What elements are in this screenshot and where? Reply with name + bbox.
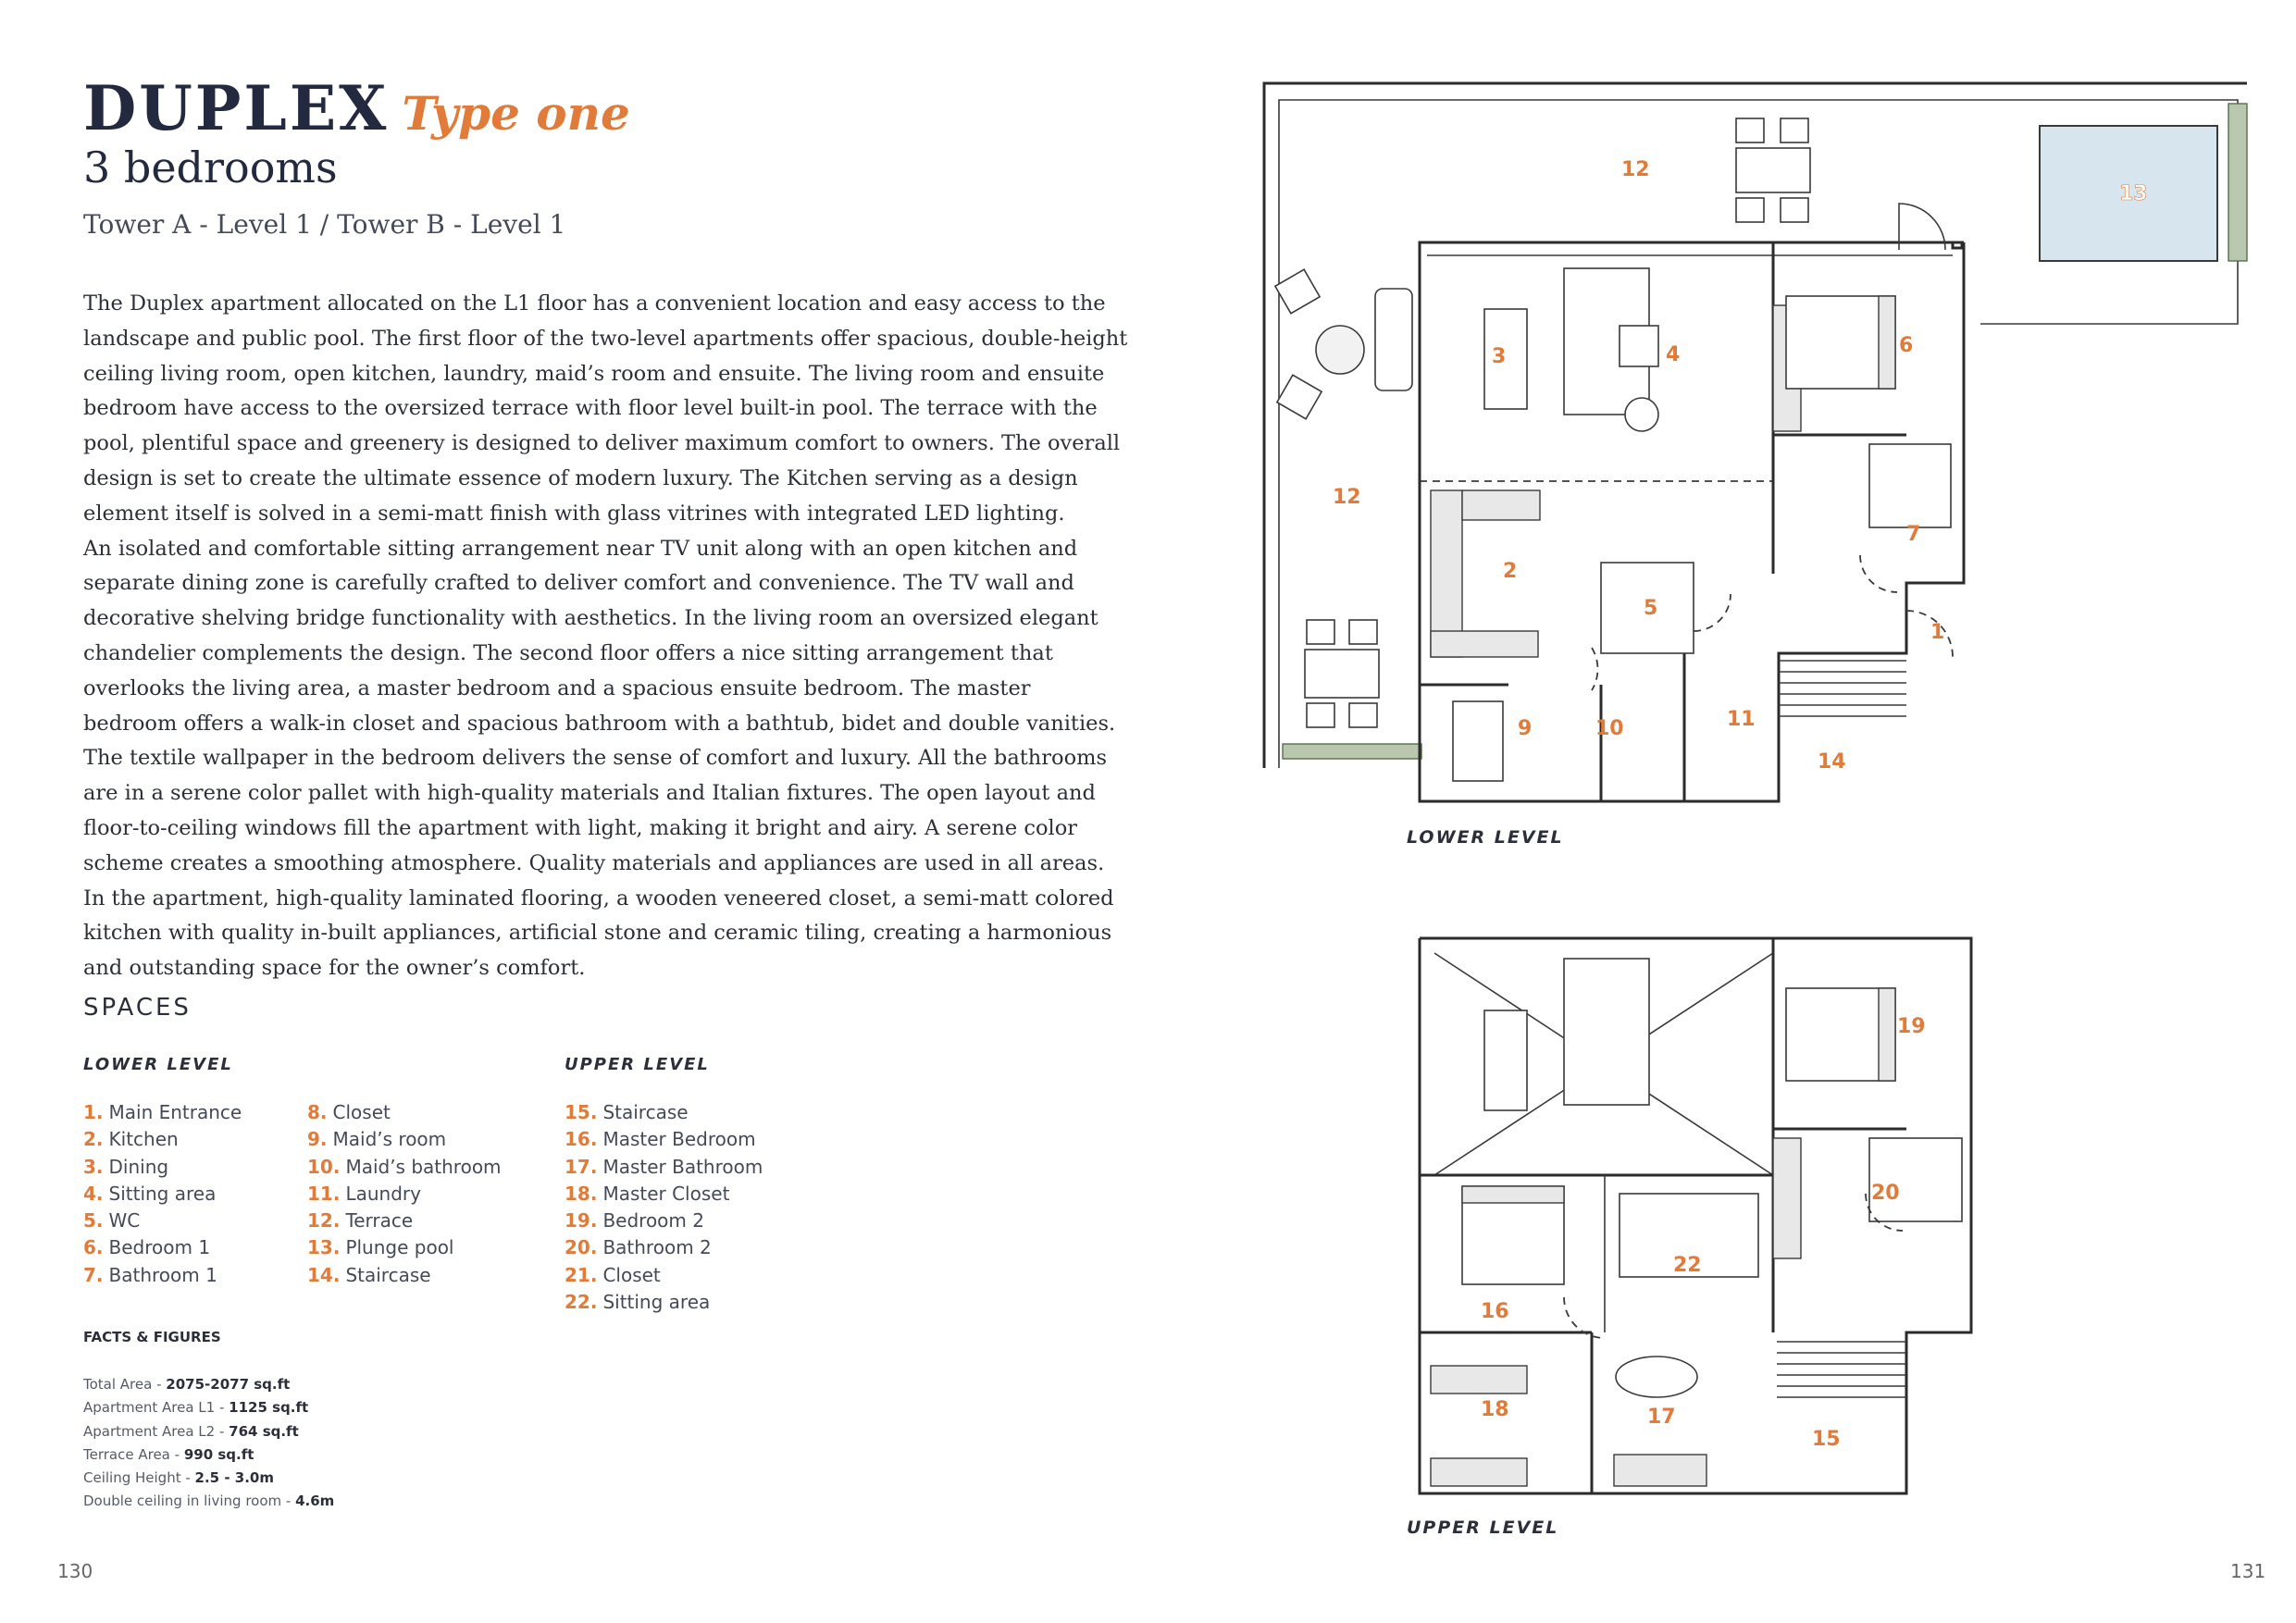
room-label: 22 <box>1673 1254 1702 1277</box>
upper-level-caption: UPPER LEVEL <box>1407 1518 1559 1538</box>
room-label: 13 <box>2119 182 2148 205</box>
bedrooms-subtitle: 3 bedrooms <box>83 142 338 192</box>
room-label: 17 <box>1647 1406 1676 1429</box>
list-item: 2. Kitchen <box>83 1128 179 1151</box>
room-label: 14 <box>1818 750 1846 774</box>
list-item: 8. Closet <box>307 1101 391 1123</box>
room-label: 16 <box>1481 1300 1509 1323</box>
list-item: 19. Bedroom 2 <box>565 1209 704 1233</box>
headboard <box>1879 296 1895 389</box>
list-item: 11. Laundry <box>307 1182 421 1205</box>
terrace-sofa <box>1375 289 1412 390</box>
greenery-strip <box>1283 744 1421 759</box>
bathroom-1 <box>1869 444 1951 527</box>
room-label: 20 <box>1871 1182 1900 1205</box>
chair <box>1781 118 1808 142</box>
list-item: 21. Closet <box>565 1263 661 1286</box>
chair <box>1736 198 1764 222</box>
chair <box>1736 118 1764 142</box>
page-number-right: 131 <box>2230 1560 2266 1582</box>
lounge-chair <box>1277 375 1322 418</box>
kitchen-counter <box>1431 631 1538 657</box>
room-label: 12 <box>1621 158 1650 181</box>
list-item: 1. Main Entrance <box>83 1101 242 1123</box>
sofa-below <box>1564 959 1649 1105</box>
list-item: 6. Bedroom 1 <box>83 1236 211 1259</box>
tower-location: Tower A - Level 1 / Tower B - Level 1 <box>83 209 566 240</box>
room-label: 10 <box>1595 717 1624 740</box>
door-swing <box>1860 555 1897 592</box>
kitchen-counter <box>1462 490 1540 520</box>
list-item: 20. Bathroom 2 <box>565 1236 712 1259</box>
list-item: 18. Master Closet <box>565 1182 730 1205</box>
list-item: 14. Staircase <box>307 1263 431 1286</box>
room-label: 3 <box>1492 345 1507 368</box>
lower-level-plan <box>1264 83 2247 801</box>
greenery-strip <box>2228 104 2247 261</box>
room-label: 11 <box>1727 708 1756 731</box>
list-item: 15. Staircase <box>565 1101 689 1123</box>
chair <box>1349 620 1377 644</box>
upper-level-plan <box>1420 938 1971 1493</box>
list-item: 22. Sitting area <box>565 1291 711 1314</box>
headboard <box>1879 988 1895 1081</box>
spaces-heading: SPACES <box>83 994 192 1022</box>
staircase-14 <box>1779 661 1906 716</box>
staircase-15 <box>1777 1342 1906 1397</box>
room-label: 1 <box>1930 621 1945 644</box>
list-item: 5. WC <box>83 1209 141 1233</box>
room-label: 18 <box>1481 1398 1509 1421</box>
room-label: 7 <box>1906 523 1921 546</box>
room-label: 2 <box>1503 560 1518 583</box>
terrace-table <box>1305 650 1379 698</box>
double-vanity <box>1614 1455 1706 1486</box>
armchair <box>1625 398 1658 431</box>
list-item: 12. Terrace <box>307 1209 414 1233</box>
lower-level-heading: LOWER LEVEL <box>83 1055 233 1074</box>
fact-item: Terrace Area - 990 sq.ft <box>83 1445 254 1463</box>
room-label: 6 <box>1899 334 1914 357</box>
room-label: 5 <box>1644 597 1658 620</box>
chair <box>1307 620 1334 644</box>
fact-item: Apartment Area L1 - 1125 sq.ft <box>83 1399 309 1417</box>
lower-level-caption: LOWER LEVEL <box>1407 827 1564 848</box>
dining-table-below <box>1484 1010 1527 1110</box>
page-title: DUPLEX <box>83 72 390 144</box>
headboard <box>1462 1186 1564 1203</box>
list-item: 10. Maid’s bathroom <box>307 1155 502 1178</box>
door-swing <box>1592 648 1597 690</box>
list-item: 4. Sitting area <box>83 1182 217 1205</box>
chair <box>1781 198 1808 222</box>
apartment-type: Type one <box>402 86 630 141</box>
master-closet <box>1431 1458 1527 1486</box>
fact-item: Total Area - 2075-2077 sq.ft <box>83 1376 291 1393</box>
description-text: The Duplex apartment allocated on the L1 floor has a convenient location and easy access to the landscape and public pool. The first floor of the two-level apartments offer spacious, double-height ceiling living room, open kitchen, laundry, maid’s room and ensuite. The living room and ensuite bedroom have access to the oversized terrace with floor level built-in pool. The terrace with the pool, plentiful space and greenery is designed to deliver maximum comfort to owners. The overall design is set to create the ultimate essence of modern luxury. The Kitchen serving as a design element itself is solved in a semi-matt finish with glass vitrines with integrated LED lighting. An isolated and comfortable sitting arrangement near TV unit along with an open kitchen and separate dining zone is carefully crafted to deliver comfort and convenience. The TV wall and decorative shelving bridge functionality with aesthetics. In the living room an oversized elegant chandelier complements the design. The second floor offers a nice sitting arrangement that overlooks the living area, a master bedroom and a spacious ensuite bedroom. The master bedroom offers a walk-in closet and spacious bathroom with a bathtub, bidet and double vanities. The textile wallpaper in the bedroom delivers the sense of comfort and luxury. All the bathrooms are in a serene color pallet with high-quality materials and Italian fixtures. The open layout and floor-to-ceiling windows fill the apartment with light, making it bright and airy. A serene color scheme creates a smoothing atmosphere. Quality materials and appliances are used in all areas. In the apartment, high-quality laminated flooring, a wooden veneered closet, a semi-matt colored kitchen with quality in-built appliances, artificial stone and ceramic tiling, creating a harmonious and outstanding space for the owner’s comfort. <box>83 291 1128 981</box>
door-swing <box>1694 594 1731 631</box>
coffee-table <box>1620 326 1658 366</box>
maid-bed <box>1453 701 1503 781</box>
room-label: 15 <box>1812 1428 1841 1451</box>
list-item: 13. Plunge pool <box>307 1236 454 1259</box>
room-label: 4 <box>1666 343 1681 366</box>
bathtub <box>1616 1357 1697 1397</box>
master-closet <box>1431 1366 1527 1394</box>
fact-item: Ceiling Height - 2.5 - 3.0m <box>83 1469 274 1487</box>
room-label: 9 <box>1518 717 1533 740</box>
chair <box>1307 703 1334 727</box>
room-label: 12 <box>1333 486 1361 509</box>
closet-21 <box>1773 1138 1801 1258</box>
side-table <box>1316 326 1364 374</box>
page-number-left: 130 <box>57 1560 93 1582</box>
terrace-table <box>1736 148 1810 192</box>
upper-level-heading: UPPER LEVEL <box>565 1055 710 1074</box>
list-item: 9. Maid’s room <box>307 1128 447 1151</box>
list-item: 16. Master Bedroom <box>565 1128 756 1151</box>
room-label: 19 <box>1897 1015 1926 1038</box>
fact-item: Double ceiling in living room - 4.6m <box>83 1493 335 1510</box>
list-item: 17. Master Bathroom <box>565 1155 763 1178</box>
fact-item: Apartment Area L2 - 764 sq.ft <box>83 1422 299 1440</box>
list-item: 7. Bathroom 1 <box>83 1263 217 1286</box>
bathroom-2 <box>1869 1138 1962 1221</box>
lounge-chair <box>1275 269 1320 313</box>
chair <box>1349 703 1377 727</box>
door-swing <box>1906 611 1953 657</box>
facts-heading: FACTS & FIGURES <box>83 1329 221 1345</box>
list-item: 3. Dining <box>83 1155 169 1178</box>
